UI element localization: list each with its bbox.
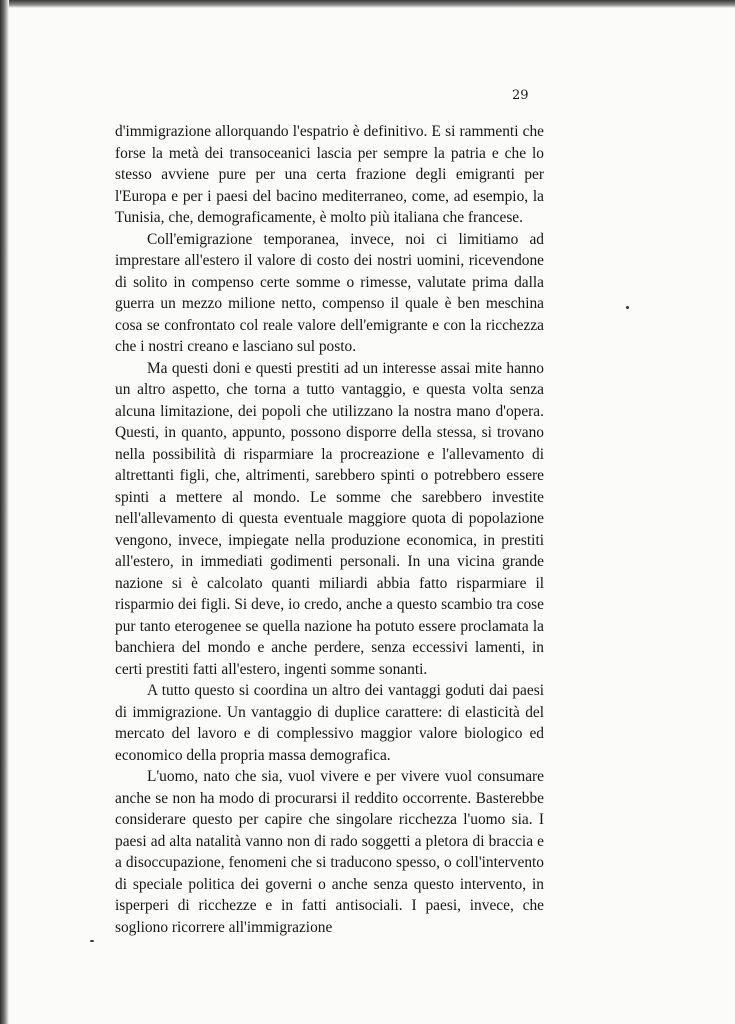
ink-speck <box>90 940 94 942</box>
paragraph: d'immigrazione allorquando l'espatrio è definitivo. E si rammenti che forse la metà dei transoceanici lascia per sempre la patria e che lo stesso avviene pure per una certa frazione degli emigranti per l'Europa e per i paesi del bacino mediterraneo, come, ad esempio, la Tunisia, che, demograficamente, è molto più italiana che francese. <box>115 123 544 226</box>
paragraph: L'uomo, nato che sia, vuol vivere e per vivere vuol consumare anche se non ha modo di procurarsi il reddito occorrente. Basterebbe considerare questo per capire che singolare ricchezza l'uomo sia. I paesi ad alta natalità vanno non di rado soggetti a pletora di braccia e a disoccupazione, fenomeni che si traducono spesso, o coll'intervento di speciale politica dei governi o anche senza questo intervento, in isperperi di ricchezze e in fatti antisociali. I paesi, invece, che sogliono ricorrere all'immigrazione <box>115 768 544 936</box>
page-number: 29 <box>512 88 529 103</box>
paragraph: Coll'emigrazione temporanea, invece, noi ci limitiamo ad imprestare all'estero il valore di costo dei nostri uomini, ricevendone di solito in compenso certe somme o rimesse, valutate prima dalla guerra un mezzo milione netto, compenso il quale è ben meschina cosa se confrontato col reale valore dell'emigrante e con la ricchezza che i nostri creano e lasciano sul posto. <box>115 230 544 355</box>
ink-speck <box>626 306 629 309</box>
paragraph: A tutto questo si coordina un altro dei vantaggi goduti dai paesi di immigrazione. Un vantaggio di duplice carattere: di elasticità del mercato del lavoro e di complessivo maggior valore biologico ed economico della propria massa demografica. <box>115 682 544 764</box>
body-text <box>115 121 544 938</box>
scan-left-edge <box>0 0 9 1024</box>
paragraph: Ma questi doni e questi prestiti ad un interesse assai mite hanno un altro aspetto, che torna a tutto vantaggio, e questa volta senza alcuna limitazione, dei popoli che utilizzano la nostra mano d'opera. Questi, in quanto, appunto, possono disporre della stessa, si trovano nella possibilità di risparmiare la procreazione e l'allevamento di altrettanti figli, che, altrimenti, sarebbero spinti o potrebbero essere spinti a mettere al mondo. Le somme che sarebbero investite nell'allevamento di questa eventuale maggiore quota di popolazione vengono, invece, impiegate nella produzione economica, in prestiti all'estero, in immediati godimenti personali. In una vicina grande nazione si è calcolato quanti miliardi abbia fatto risparmiare il risparmio dei figli. Si deve, io credo, anche a questo scambio tra cose pur tanto eterogenee se quella nazione ha potuto essere proclamata la banchiera del mondo e anche perdere, senza eccessivi lamenti, in certi prestiti fatti all'estero, ingenti somme sonanti. <box>115 359 544 678</box>
scan-top-edge <box>0 0 735 8</box>
